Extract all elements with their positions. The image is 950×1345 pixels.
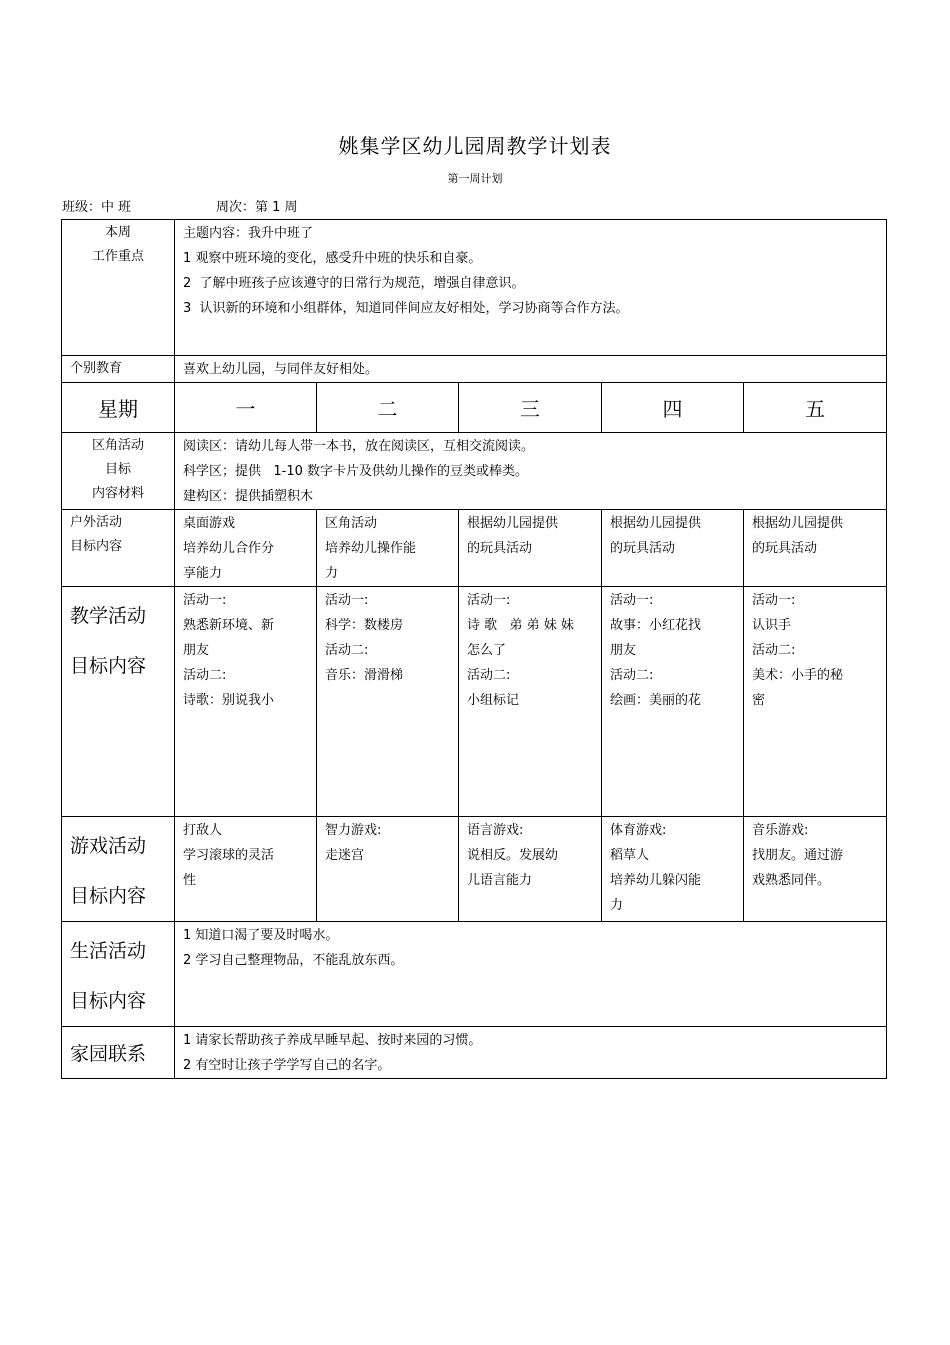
area-label: 区角活动 目标 内容材料 [62, 433, 175, 510]
teaching-cell-fri: 活动一: 认识手 活动二: 美术：小手的秘 密 [744, 587, 887, 817]
games-cell-wed: 语言游戏: 说相反。发展幼 儿语言能力 [459, 817, 602, 922]
games-cell-thu: 体育游戏: 稻草人 培养幼儿躲闪能 力 [602, 817, 744, 922]
outdoor-cell-mon: 桌面游戏 培养幼儿合作分 享能力 [175, 510, 317, 587]
outdoor-label: 户外活动 目标内容 [62, 510, 175, 587]
teaching-cell-thu: 活动一: 故事：小红花找 朋友 活动二: 绘画：美丽的花 [602, 587, 744, 817]
class-label: 班级：中 班 [62, 200, 132, 215]
home-item: 2 有空时让孩子学学写自己的名字。 [183, 1058, 391, 1073]
games-label: 游戏活动 目标内容 [62, 817, 175, 922]
focus-label: 本周 工作重点 [62, 220, 175, 356]
life-row [62, 922, 887, 1027]
games-cell-mon: 打敌人 学习滚球的灵活 性 [175, 817, 317, 922]
games-cell-tue: 智力游戏: 走迷宫 [317, 817, 459, 922]
games-row [62, 817, 887, 922]
weekday-1: 一 [175, 383, 317, 433]
outdoor-cell-fri: 根据幼儿园提供 的玩具活动 [744, 510, 887, 587]
weekday-2: 二 [317, 383, 459, 433]
home-label: 家园联系 [62, 1027, 175, 1079]
area-item: 科学区；提供 1-10 数字卡片及供幼儿操作的豆类或棒类。 [183, 464, 529, 479]
focus-theme: 主题内容：我升中班了 [183, 226, 314, 241]
life-content [175, 922, 887, 1027]
teaching-cell-wed: 活动一: 诗 歌 弟 弟 妹 妹 怎么了 活动二: 小组标记 [459, 587, 602, 817]
outdoor-cell-thu: 根据幼儿园提供 的玩具活动 [602, 510, 744, 587]
weekday-3: 三 [459, 383, 602, 433]
focus-item: 3 认识新的环境和小组群体，知道同伴间应友好相处，学习协商等合作方法。 [183, 301, 629, 316]
page-title: 姚集学区幼儿园周教学计划表 [338, 134, 612, 158]
teaching-cell-tue: 活动一: 科学：数楼房 活动二: 音乐：滑滑梯 [317, 587, 459, 817]
home-item: 1 请家长帮助孩子养成早睡早起、按时来园的习惯。 [183, 1033, 482, 1048]
individual-label: 个别教育 [62, 356, 175, 383]
games-cell-fri: 音乐游戏: 找朋友。通过游 戏熟悉同伴。 [744, 817, 887, 922]
page-subtitle: 第一周计划 [447, 172, 503, 185]
home-content [175, 1027, 887, 1079]
teaching-cell-mon: 活动一: 熟悉新环境、新 朋友 活动二: 诗歌：别说我小 [175, 587, 317, 817]
outdoor-row [62, 510, 887, 587]
week-label: 周次：第 1 周 [216, 200, 298, 215]
area-content [175, 433, 887, 510]
area-item: 阅读区：请幼儿每人带一本书，放在阅读区，互相交流阅读。 [183, 439, 535, 454]
weekday-label: 星期 [62, 383, 175, 433]
weekday-5: 五 [744, 383, 887, 433]
focus-row [62, 220, 887, 356]
individual-row [62, 356, 887, 383]
weekday-4: 四 [602, 383, 744, 433]
teaching-label: 教学活动 目标内容 [62, 587, 175, 817]
individual-content: 喜欢上幼儿园，与同伴友好相处。 [175, 356, 887, 383]
focus-content [175, 220, 887, 356]
focus-item: 1 观察中班环境的变化，感受升中班的快乐和自豪。 [183, 251, 482, 266]
focus-item: 2 了解中班孩子应该遵守的日常行为规范，增强自律意识。 [183, 276, 525, 291]
teaching-row [62, 587, 887, 817]
area-item: 建构区：提供插塑积木 [183, 489, 314, 504]
outdoor-cell-tue: 区角活动 培养幼儿操作能 力 [317, 510, 459, 587]
weekly-plan-table [61, 219, 887, 1079]
life-item: 1 知道口渴了要及时喝水。 [183, 928, 339, 943]
life-item: 2 学习自己整理物品，不能乱放东西。 [183, 953, 404, 968]
area-row [62, 433, 887, 510]
life-label: 生活活动 目标内容 [62, 922, 175, 1027]
weekday-row [62, 383, 887, 433]
home-row [62, 1027, 887, 1079]
outdoor-cell-wed: 根据幼儿园提供 的玩具活动 [459, 510, 602, 587]
